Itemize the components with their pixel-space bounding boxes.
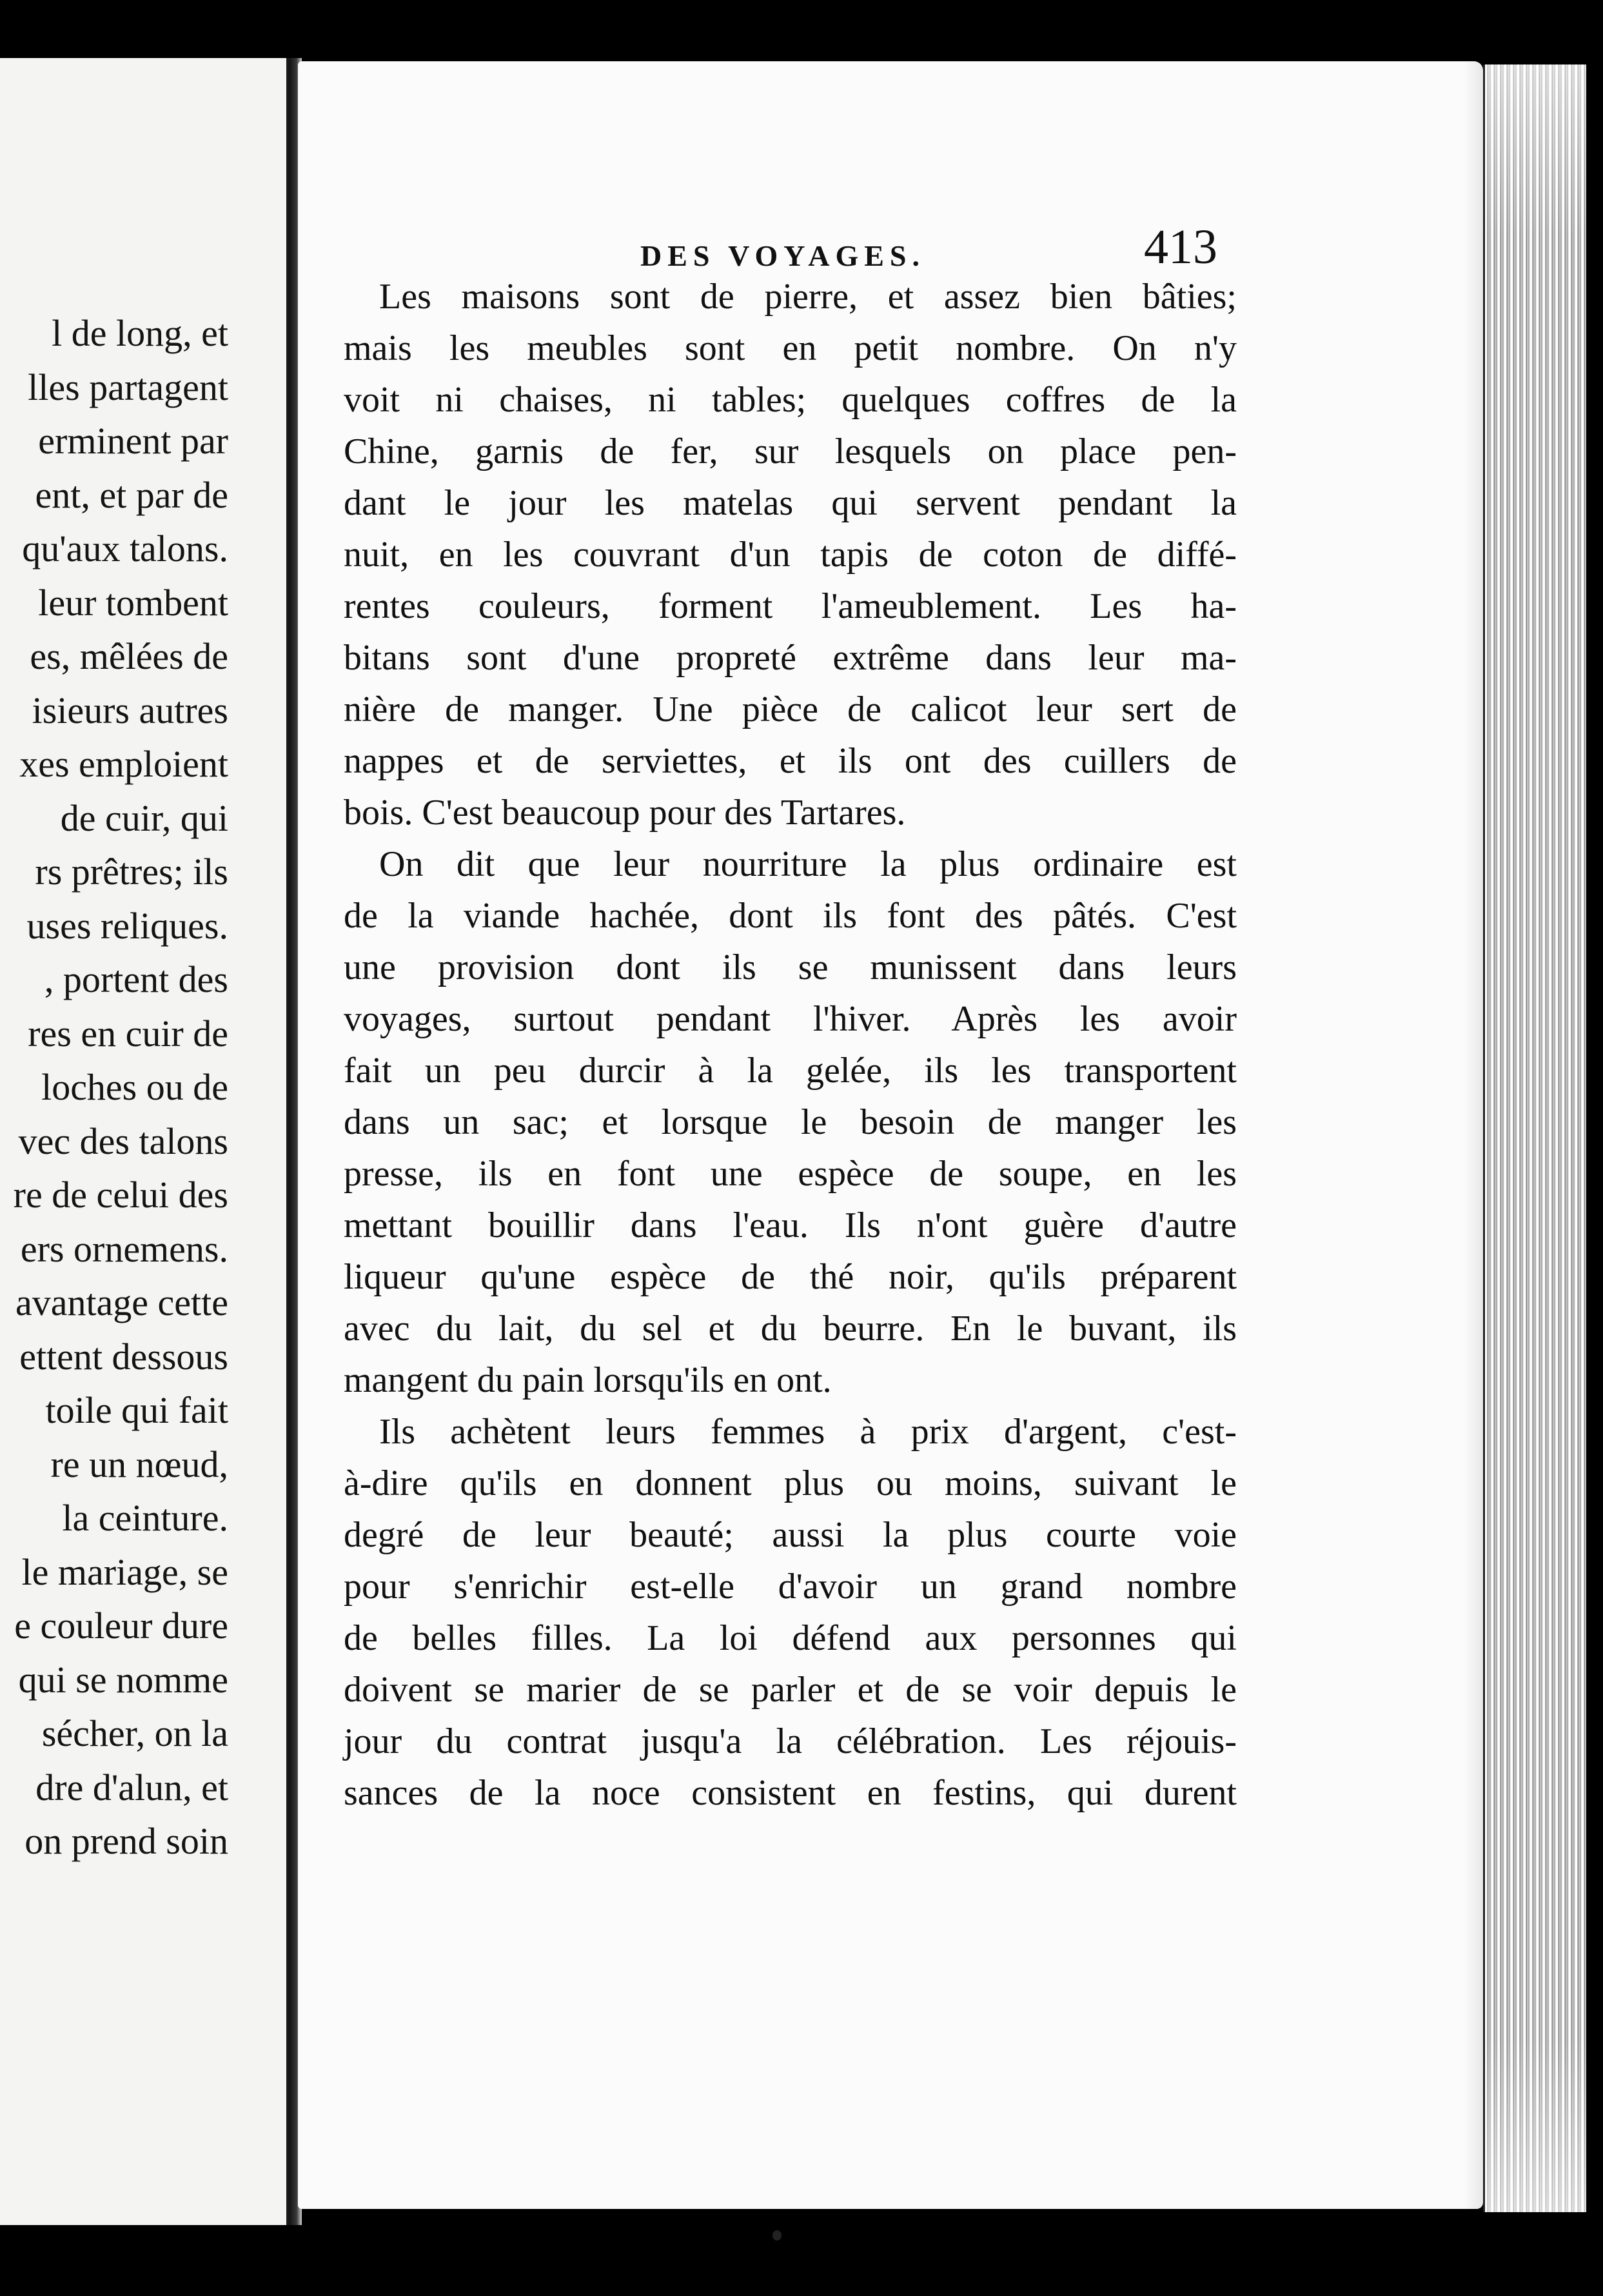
text-line: Chine, garnis de fer, sur lesquels on place pen-	[344, 431, 1237, 471]
text-line: voit ni chaises, ni tables; quelques coffres de la	[344, 380, 1237, 420]
text-line: nuit, en les couvrant d'un tapis de coton de diffé-	[344, 535, 1237, 575]
left-page-text	[0, 306, 228, 1868]
left-line: de cuir, qui	[60, 797, 228, 839]
text-line: On dit que leur nourriture la plus ordinaire est	[379, 844, 1237, 884]
left-line: es, mêlées de	[30, 635, 228, 677]
scan-speck	[772, 2230, 782, 2241]
text-line: dans un sac; et lorsque le besoin de manger les	[344, 1102, 1237, 1142]
text-line: doivent se marier de se parler et de se voir depuis le	[344, 1670, 1237, 1710]
text-line: rentes couleurs, forment l'ameublement. Les ha-	[344, 586, 1237, 626]
paragraph	[344, 271, 1237, 838]
text-line: fait un peu durcir à la gelée, ils les transportent	[344, 1051, 1237, 1091]
left-line: xes emploient	[19, 743, 228, 785]
page-header	[344, 181, 1237, 274]
left-line: qui se nomme	[18, 1658, 228, 1701]
running-head: DES VOYAGES.	[640, 239, 925, 272]
text-line: voyages, surtout pendant l'hiver. Après les avoir	[344, 999, 1237, 1039]
text-line: jour du contrat jusqu'a la célébration. Les réjouis-	[344, 1721, 1237, 1761]
text-line: dant le jour les matelas qui servent pendant la	[344, 483, 1237, 523]
left-line: l de long, et	[52, 312, 228, 354]
left-line: toile qui fait	[45, 1389, 228, 1431]
text-line: degré de leur beauté; aussi la plus courte voie	[344, 1515, 1237, 1555]
text-line: pour s'enrichir est-elle d'avoir un grand nombre	[344, 1567, 1237, 1607]
paragraph	[344, 838, 1237, 1406]
page-edges	[1483, 64, 1586, 2212]
text-line: sances de la noce consistent en festins, qui durent	[344, 1773, 1237, 1813]
left-line: e couleur dure	[14, 1605, 228, 1647]
text-line: mettant bouillir dans l'eau. Ils n'ont guère d'autre	[344, 1205, 1237, 1245]
text-line: nière de manger. Une pièce de calicot leur sert de	[344, 689, 1237, 729]
paragraph	[344, 1406, 1237, 1819]
text-line: Les maisons sont de pierre, et assez bien bâties;	[379, 277, 1237, 317]
text-line: à-dire qu'ils en donnent plus ou moins, suivant le	[344, 1463, 1237, 1503]
left-line: la ceinture.	[62, 1497, 228, 1539]
text-line: avec du lait, du sel et du beurre. En le buvant, ils	[344, 1309, 1237, 1349]
left-line: res en cuir de	[28, 1012, 228, 1054]
left-line: ettent dessous	[19, 1335, 228, 1378]
left-line: re de celui des	[13, 1174, 228, 1216]
left-line: rs prêtres; ils	[35, 851, 228, 893]
left-line: on prend soin	[25, 1820, 228, 1862]
left-line: sécher, on la	[41, 1712, 228, 1754]
text-line: bitans sont d'une propreté extrême dans leur ma-	[344, 638, 1237, 678]
page-number: 413	[1144, 220, 1217, 274]
text-line: de la viande hachée, dont ils font des pâtés. C'est	[344, 896, 1237, 936]
left-line: isieurs autres	[32, 689, 228, 731]
left-line: , portent des	[44, 958, 228, 1000]
text-line: liqueur qu'une espèce de thé noir, qu'ils préparent	[344, 1257, 1237, 1297]
left-line: leur tombent	[38, 581, 228, 624]
left-line: loches ou de	[41, 1066, 228, 1108]
left-line: ent, et par de	[35, 473, 228, 516]
left-page	[0, 58, 289, 2225]
page-body	[344, 271, 1237, 1819]
text-line: mais les meubles sont en petit nombre. On n'y	[344, 328, 1237, 368]
left-line: uses reliques.	[26, 904, 228, 947]
left-line: re un nœud,	[50, 1443, 228, 1485]
left-line: dre d'alun, et	[35, 1766, 228, 1808]
text-line: presse, ils en font une espèce de soupe, en les	[344, 1154, 1237, 1194]
left-line: le mariage, se	[21, 1550, 228, 1593]
left-line: qu'aux talons.	[22, 528, 228, 569]
text-line: mangent du pain lorsqu'ils en ont.	[344, 1360, 832, 1400]
left-line: lles partagent	[28, 366, 228, 408]
text-line: Ils achètent leurs femmes à prix d'argent, c'est-	[379, 1412, 1237, 1452]
text-line: de belles filles. La loi défend aux personnes qui	[344, 1618, 1237, 1658]
left-line: vec des talons	[18, 1120, 228, 1162]
left-line: avantage cette	[15, 1282, 228, 1323]
text-line: une provision dont ils se munissent dans leurs	[344, 947, 1237, 987]
text-line: nappes et de serviettes, et ils ont des cuillers de	[344, 741, 1237, 781]
left-line: ers ornemens.	[20, 1227, 228, 1270]
text-line: bois. C'est beaucoup pour des Tartares.	[344, 793, 906, 833]
left-line: erminent par	[38, 420, 228, 462]
